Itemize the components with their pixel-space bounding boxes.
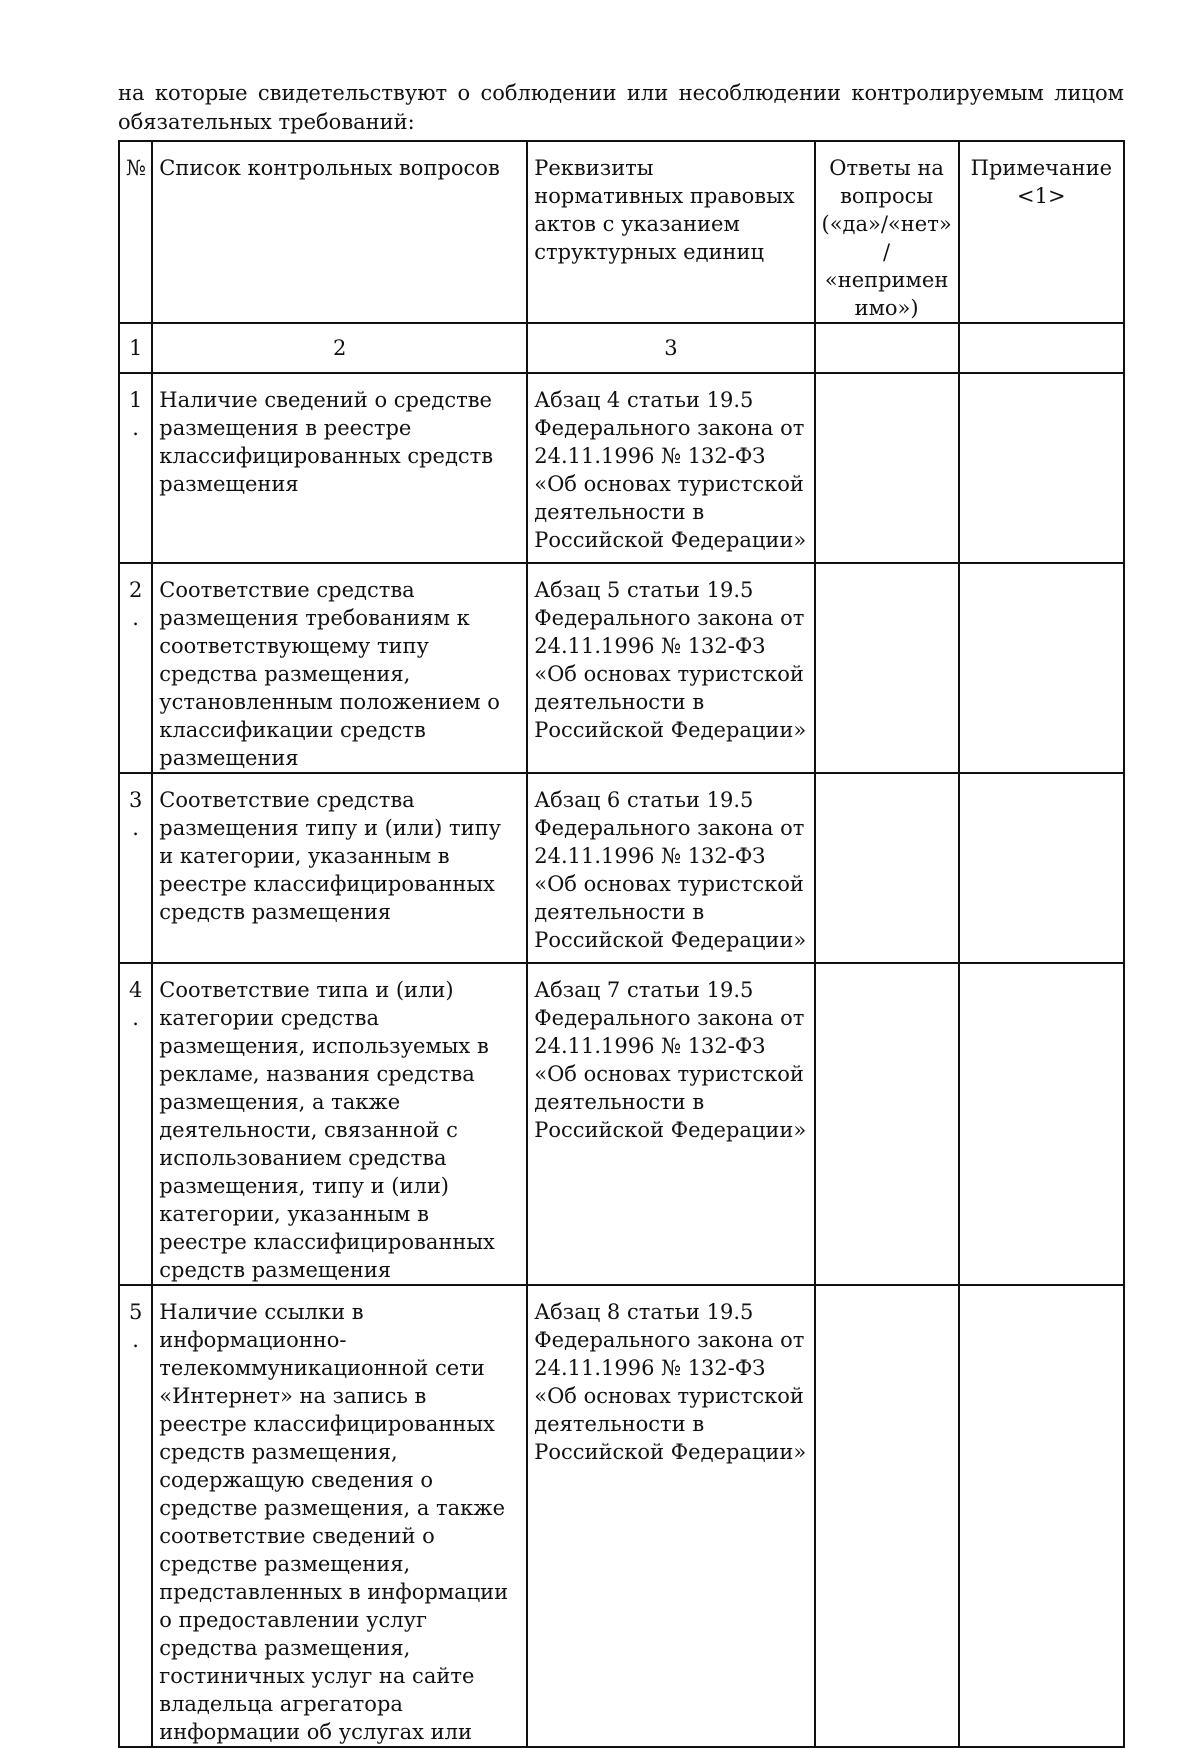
row-question: Соответствие средства размещения типу и (или) типу и категории, указанным в реестре классифицированных средств размещения	[152, 773, 527, 963]
row-answer-cell[interactable]	[815, 1285, 959, 1747]
row-answer-cell[interactable]	[815, 373, 959, 563]
intro-paragraph: на которые свидетельствуют о соблюдении или несоблюдении контролируемым лицом обязательных требований:	[118, 81, 1124, 134]
row-number: 5.	[119, 1285, 152, 1747]
row-note-cell[interactable]	[959, 563, 1124, 773]
index-cell-4	[815, 323, 959, 373]
table-row	[119, 773, 1124, 963]
header-note: Примечание <1>	[959, 141, 1124, 323]
table-row	[119, 963, 1124, 1285]
index-cell-2: 2	[152, 323, 527, 373]
header-legal-requisites: Реквизиты нормативных правовых актов с указанием структурных единиц	[527, 141, 814, 323]
index-cell-3: 3	[527, 323, 814, 373]
table-header-row	[119, 141, 1124, 323]
table-row	[119, 563, 1124, 773]
checklist-table	[118, 140, 1125, 1748]
row-answer-cell[interactable]	[815, 563, 959, 773]
index-cell-5	[959, 323, 1124, 373]
header-number: №	[119, 141, 152, 323]
row-question: Наличие сведений о средстве размещения в реестре классифицированных средств размещения	[152, 373, 527, 563]
row-question: Соответствие средства размещения требованиям к соответствующему типу средства размещения, установленным положением о классификации средств размещения	[152, 563, 527, 773]
row-requisites: Абзац 7 статьи 19.5 Федерального закона от 24.11.1996 № 132-ФЗ «Об основах туристской деятельности в Российской Федерации»	[527, 963, 814, 1285]
column-index-row	[119, 323, 1124, 373]
row-requisites: Абзац 6 статьи 19.5 Федерального закона от 24.11.1996 № 132-ФЗ «Об основах туристской деятельности в Российской Федерации»	[527, 773, 814, 963]
header-answers: Ответы на вопросы («да»/«нет»/ «неприменимо»)	[815, 141, 959, 323]
row-note-cell[interactable]	[959, 1285, 1124, 1747]
row-note-cell[interactable]	[959, 373, 1124, 563]
row-requisites: Абзац 4 статьи 19.5 Федерального закона от 24.11.1996 № 132-ФЗ «Об основах туристской деятельности в Российской Федерации»	[527, 373, 814, 563]
row-question: Соответствие типа и (или) категории средства размещения, используемых в рекламе, названия средства размещения, а также деятельности, связанной с использованием средства размещения, типу и (или) категории, указанным в реестре классифицированных средств размещения	[152, 963, 527, 1285]
table-row	[119, 373, 1124, 563]
header-question-list: Список контрольных вопросов	[152, 141, 527, 323]
index-cell-1: 1	[119, 323, 152, 373]
row-number: 3.	[119, 773, 152, 963]
row-requisites: Абзац 8 статьи 19.5 Федерального закона от 24.11.1996 № 132-ФЗ «Об основах туристской деятельности в Российской Федерации»	[527, 1285, 814, 1747]
row-answer-cell[interactable]	[815, 963, 959, 1285]
row-requisites: Абзац 5 статьи 19.5 Федерального закона от 24.11.1996 № 132-ФЗ «Об основах туристской деятельности в Российской Федерации»	[527, 563, 814, 773]
row-answer-cell[interactable]	[815, 773, 959, 963]
row-question: Наличие ссылки в информационно-телекоммуникационной сети «Интернет» на запись в реестре классифицированных средств размещения, содержащую сведения о средстве размещения, а также соответствие сведений о средстве размещения, представленных в информации о предоставлении услуг средства размещения, гостиничных услуг на сайте владельца агрегатора информации об услугах или	[152, 1285, 527, 1747]
row-note-cell[interactable]	[959, 963, 1124, 1285]
row-note-cell[interactable]	[959, 773, 1124, 963]
table-row	[119, 1285, 1124, 1747]
row-number: 2.	[119, 563, 152, 773]
row-number: 4.	[119, 963, 152, 1285]
row-number: 1.	[119, 373, 152, 563]
